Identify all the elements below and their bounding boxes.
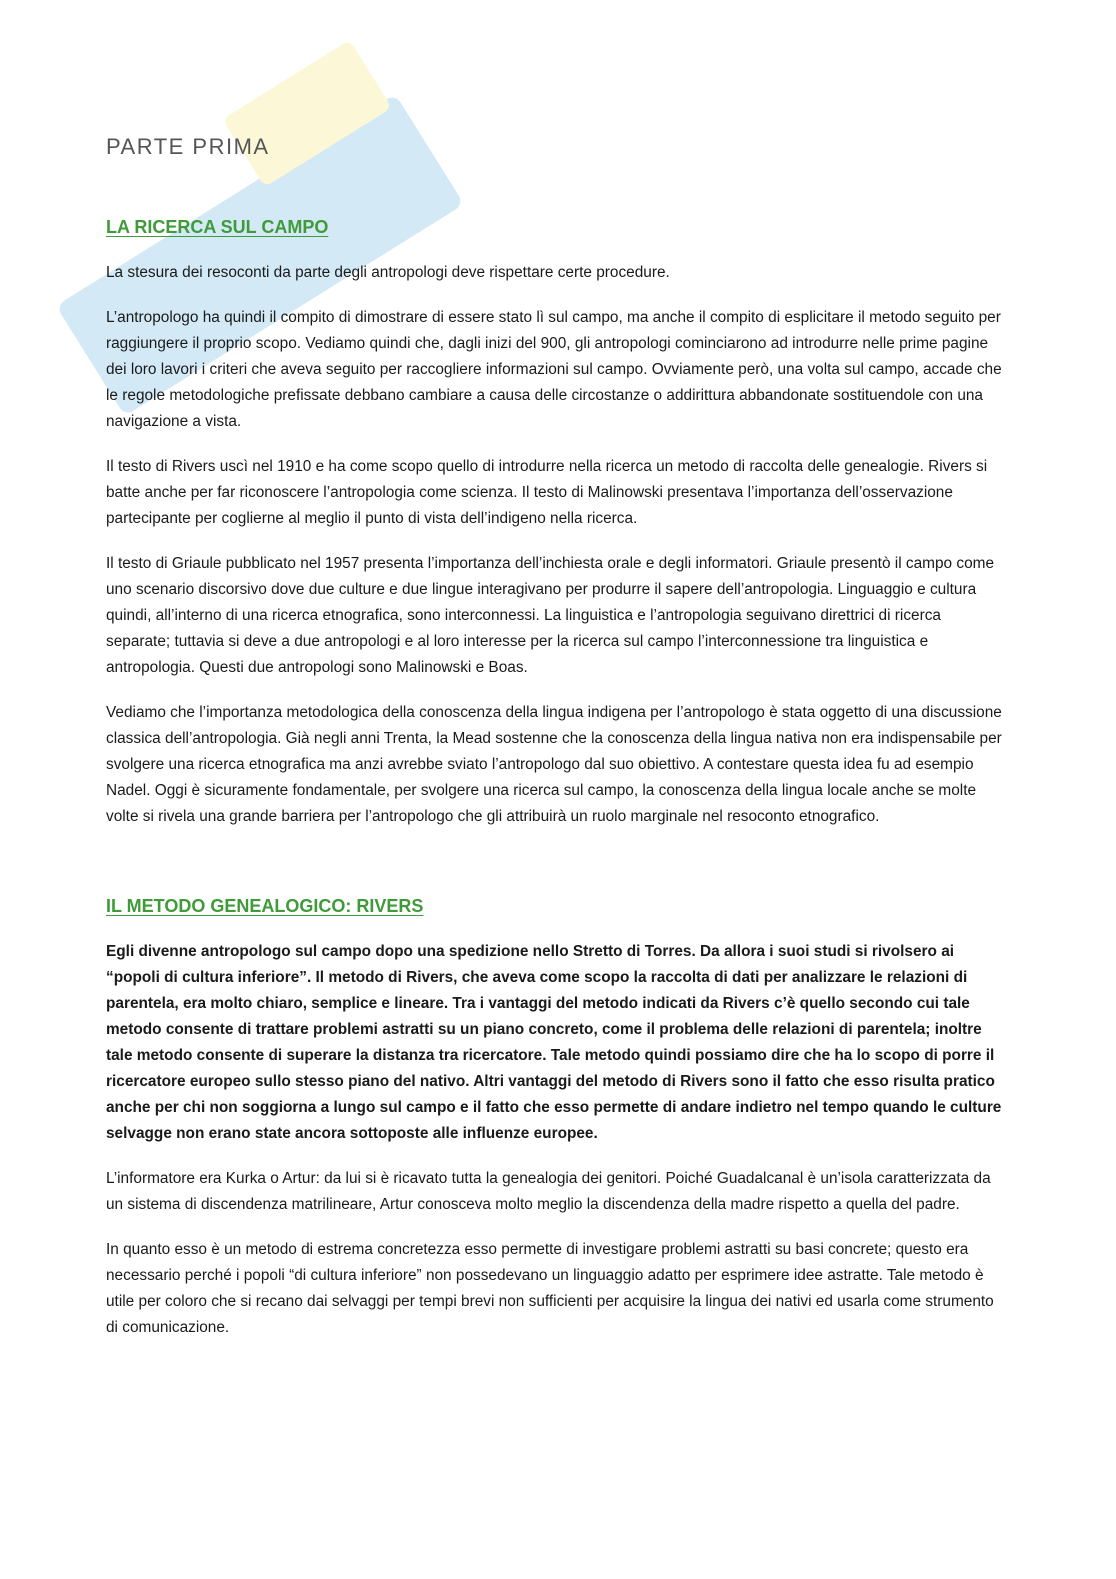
section-heading: LA RICERCA SUL CAMPO [106, 217, 329, 237]
paragraph: L’antropologo ha quindi il compito di dimostrare di essere stato lì sul campo, ma anche il compito di esplicitare il metodo seguito per raggiungere il proprio scopo. Vediamo quindi che, dagli inizi del 900, gli antropologi cominciarono ad introdurre nelle prime pagine dei loro lavori i criteri che aveva seguito per raccogliere informazioni sul campo. Ovviamente però, una volta sul campo, accade che le regole metodologiche prefissate debbano cambiare a causa delle circostanze o addirittura abbandonate sostituendole con una navigazione a vista. [106, 309, 1002, 430]
paragraph: L’informatore era Kurka o Artur: da lui si è ricavato tutta la genealogia dei genitori. Poiché Guadalcanal è un’isola caratterizzata da un sistema di discendenza matrilineare, Artur conosceva molto meglio la discendenza della madre rispetto a quella del padre. [106, 1170, 991, 1213]
part-title: PARTE PRIMA [106, 134, 270, 159]
paragraph-bold: Egli divenne antropologo sul campo dopo una spedizione nello Stretto di Torres. Da allora i suoi studi si rivolsero ai “popoli di cultura inferiore”. Il metodo di Rivers, che aveva come scopo la raccolta di dati per analizzare le relazioni di parentela, era molto chiaro, semplice e lineare. Tra i vantaggi del metodo indicati da Rivers c’è quello secondo cui tale metodo consente di trattare problemi astratti su un piano concreto, come il problema delle relazioni di parentela; inoltre tale metodo consente di superare la distanza tra ricercatore. Tale metodo quindi possiamo dire che ha lo scopo di porre il ricercatore europeo sullo stesso piano del nativo. Altri vantaggi del metodo di Rivers sono il fatto che esso risulta pratico anche per chi non soggiorna a lungo sul campo e il fatto che esso permette di andare indietro nel tempo quando le culture selvagge non erano state ancora sottoposte alle influenze europee. [106, 943, 1002, 1142]
paragraph: Vediamo che l’importanza metodologica della conoscenza della lingua indigena per l’antropologo è stata oggetto di una discussione classica dell’antropologia. Già negli anni Trenta, la Mead sostenne che la conoscenza della lingua nativa non era indispensabile per svolgere una ricerca etnografica ma anzi avrebbe sviato l’antropologo dal suo obiettivo. A contestare questa idea fu ad esempio Nadel. Oggi è sicuramente fondamentale, per svolgere una ricerca sul campo, la conoscenza della lingua locale anche se molte volte si rivela una grande barriera per l’antropologo che gli attribuirà un ruolo marginale nel resoconto etnografico. [106, 704, 1002, 825]
document-content [106, 130, 1006, 1360]
section-spacer [106, 849, 1006, 893]
paragraph: Il testo di Rivers uscì nel 1910 e ha come scopo quello di introdurre nella ricerca un metodo di raccolta delle genealogie. Rivers si batte anche per far riconoscere l’antropologia come scienza. Il testo di Malinowski presentava l’importanza dell’osservazione partecipante per coglierne al meglio il punto di vista dell’indigeno nella ricerca. [106, 458, 988, 527]
paragraph: La stesura dei resoconti da parte degli antropologi deve rispettare certe procedure. [106, 264, 670, 281]
section-ricerca-sul-campo [106, 214, 1006, 830]
paragraph: Il testo di Griaule pubblicato nel 1957 presenta l’importanza dell’inchiesta orale e degli informatori. Griaule presentò il campo come uno scenario discorsivo dove due culture e due lingue interagivano per produrre il sapere dell’antropologia. Linguaggio e cultura quindi, all’interno di una ricerca etnografica, sono interconnessi. La linguistica e l’antropologia seguivano direttrici di ricerca separate; tuttavia si deve a due antropologi e al loro interesse per la ricerca sul campo l’interconnessione tra linguistica e antropologia. Questi due antropologi sono Malinowski e Boas. [106, 555, 995, 676]
section-metodo-genealogico [106, 893, 1006, 1341]
paragraph: In quanto esso è un metodo di estrema concretezza esso permette di investigare problemi astratti su basi concrete; questo era necessario perché i popoli “di cultura inferiore” non possedevano un linguaggio adatto per esprimere idee astratte. Tale metodo è utile per coloro che si recano dai selvaggi per tempi brevi non sufficienti per acquisire la lingua dei nativi ed usarla come strumento di comunicazione. [106, 1241, 994, 1336]
section-heading: IL METODO GENEALOGICO: RIVERS [106, 896, 424, 916]
